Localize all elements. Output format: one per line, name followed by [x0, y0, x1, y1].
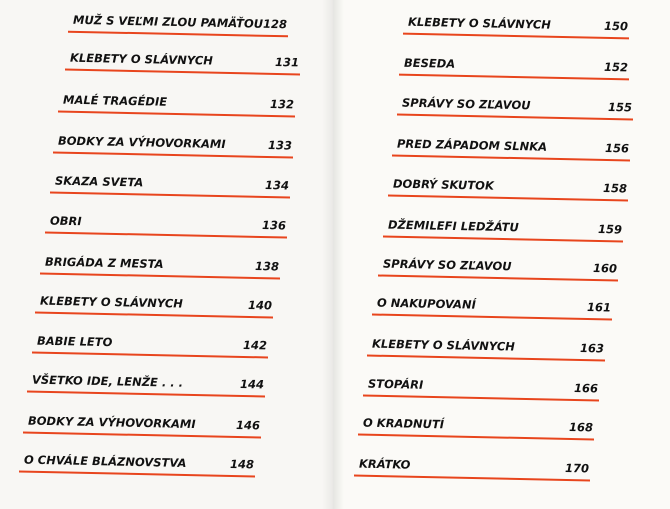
- toc-entry-title: KLEBETY O SLÁVNYCH: [408, 14, 551, 32]
- toc-entry-page-number: 166: [574, 380, 599, 396]
- toc-entry-title: KLEBETY O SLÁVNYCH: [70, 50, 213, 68]
- toc-entry-page-number: 168: [569, 419, 594, 435]
- toc-entry-underline: [358, 434, 594, 441]
- toc-entry: [24, 452, 255, 478]
- toc-entry-underline: [397, 114, 633, 121]
- toc-entry: [397, 136, 630, 162]
- toc-entry-page-number: 150: [604, 18, 629, 34]
- toc-entry-page-number: 131: [275, 54, 300, 70]
- toc-entry-page-number: 134: [265, 177, 290, 193]
- toc-entry-page-number: 136: [262, 218, 287, 233]
- toc-entry: [408, 14, 629, 40]
- toc-entry-title: PRED ZÁPADOM SLNKA: [397, 136, 548, 154]
- toc-entry-title: DŽEMILEFI LEDŽÁTU: [388, 217, 519, 235]
- toc-entry-page-number: 160: [593, 260, 618, 276]
- toc-entry-title: KRÁTKO: [359, 456, 411, 472]
- toc-entry: [73, 12, 288, 37]
- toc-entry-page-number: 170: [565, 460, 590, 476]
- toc-entry-title: KLEBETY O SLÁVNYCH: [40, 293, 183, 311]
- toc-entry: [58, 133, 293, 159]
- toc-entry-page-number: 156: [605, 140, 630, 156]
- toc-entry: [55, 173, 290, 199]
- toc-entry: [388, 217, 623, 243]
- toc-entry-underline: [354, 475, 590, 482]
- toc-entry-page-number: 163: [580, 340, 605, 356]
- toc-entry-title: MALÉ TRAGÉDIE: [63, 92, 168, 109]
- toc-entry-underline: [68, 31, 288, 38]
- toc-entry-underline: [35, 312, 273, 319]
- toc-entry: [28, 413, 261, 439]
- toc-entry-title: STOPÁRI: [368, 376, 424, 392]
- toc-entry-underline: [19, 471, 255, 478]
- toc-entry-underline: [53, 151, 293, 158]
- toc-entry: [32, 372, 265, 398]
- toc-entry-page-number: 161: [587, 299, 612, 315]
- toc-entry-title: SKAZA SVETA: [55, 173, 144, 190]
- toc-entry-title: SPRÁVY SO ZĽAVOU: [402, 95, 531, 113]
- toc-entry-underline: [40, 272, 280, 279]
- toc-entry: [359, 456, 590, 482]
- toc-entry-underline: [392, 155, 630, 162]
- toc-entry-page-number: 132: [270, 96, 295, 112]
- toc-entry: [70, 50, 300, 76]
- toc-entry-page-number: 155: [608, 99, 633, 115]
- toc-entry-underline: [50, 191, 290, 198]
- toc-entry-title: BODKY ZA VÝHOVORKAMI: [58, 133, 226, 152]
- toc-entry: [404, 55, 629, 81]
- toc-entry-title: O NAKUPOVANÍ: [377, 295, 476, 312]
- toc-entry-underline: [367, 355, 605, 362]
- toc-entry-underline: [32, 352, 268, 359]
- toc-entry-title: MUŽ S VEĽMI ZLOU PAMÄŤOU: [73, 12, 264, 31]
- toc-entry-title: VŠETKO IDE, LENŽE . . .: [32, 372, 184, 390]
- toc-entry: [368, 376, 599, 402]
- toc-entry-page-number: 133: [268, 137, 293, 153]
- toc-entry-underline: [45, 231, 287, 238]
- left-page: [0, 0, 334, 509]
- toc-entry-page-number: 144: [240, 376, 265, 392]
- toc-entry-underline: [383, 235, 623, 242]
- toc-entry-page-number: 158: [603, 180, 628, 196]
- toc-entry-page-number: 146: [236, 417, 261, 433]
- toc-entry-page-number: 152: [604, 59, 629, 75]
- toc-entry-title: O CHVÁLE BLÁZNOVSTVA: [24, 452, 187, 471]
- toc-entry-title: SPRÁVY SO ZĽAVOU: [383, 256, 512, 274]
- toc-entry: [40, 293, 273, 319]
- toc-entry-title: DOBRÝ SKUTOK: [393, 176, 494, 193]
- toc-entry: [37, 333, 268, 359]
- right-page: [334, 0, 670, 509]
- toc-entry-title: OBRI: [50, 213, 82, 229]
- toc-entry-page-number: 140: [248, 297, 273, 313]
- toc-entry-page-number: 128: [263, 16, 288, 32]
- toc-entry-title: BESEDA: [404, 55, 456, 71]
- toc-entry-underline: [27, 391, 265, 398]
- toc-entry-underline: [65, 69, 300, 76]
- toc-entry-title: O KRADNUTÍ: [363, 415, 445, 432]
- toc-entry-underline: [23, 432, 261, 439]
- toc-entry-page-number: 148: [230, 456, 255, 472]
- toc-entry-underline: [58, 111, 295, 118]
- toc-entry-underline: [399, 74, 629, 81]
- toc-entry-underline: [378, 274, 618, 281]
- toc-entry: [45, 254, 280, 280]
- toc-entry-underline: [363, 395, 599, 402]
- toc-entry-underline: [403, 33, 629, 40]
- toc-entry-page-number: 142: [243, 337, 268, 353]
- toc-entry-underline: [388, 194, 628, 201]
- toc-entry: [363, 415, 594, 441]
- toc-entry-title: BRIGÁDA Z MESTA: [45, 254, 164, 272]
- toc-entry: [402, 95, 633, 121]
- toc-entry: [63, 92, 295, 118]
- toc-entry: [393, 176, 628, 202]
- toc-entry-underline: [372, 313, 612, 320]
- toc-entry-page-number: 138: [255, 258, 280, 274]
- toc-entry: [377, 295, 612, 321]
- toc-entry: [50, 213, 287, 239]
- toc-entry-title: BABIE LETO: [37, 333, 113, 350]
- toc-entry: [383, 256, 618, 282]
- toc-entry-page-number: 159: [598, 221, 623, 237]
- book-gutter: [322, 0, 344, 509]
- toc-entry: [372, 336, 605, 362]
- toc-entry-title: BODKY ZA VÝHOVORKAMI: [28, 413, 196, 432]
- toc-entry-title: KLEBETY O SLÁVNYCH: [372, 336, 515, 354]
